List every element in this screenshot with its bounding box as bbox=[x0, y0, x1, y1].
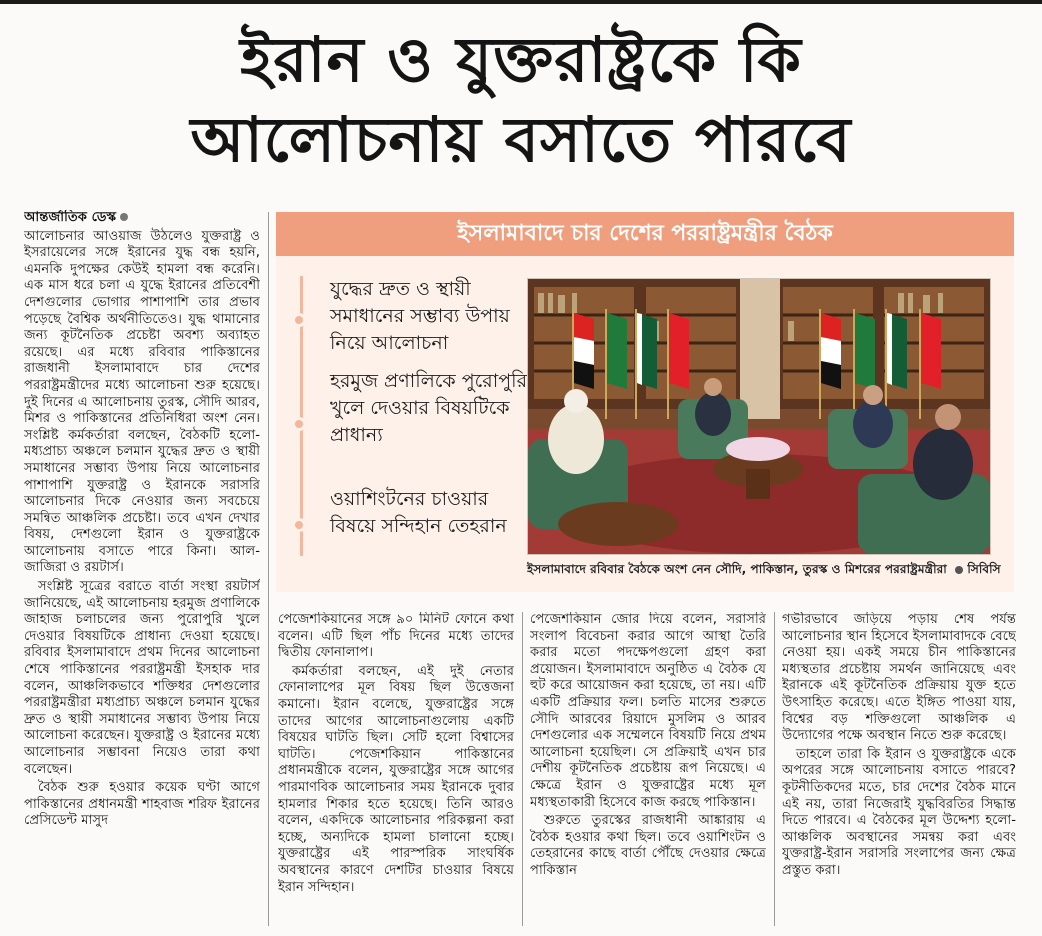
bullet-icon bbox=[292, 417, 306, 431]
bullet-icon bbox=[292, 313, 306, 327]
highlight-box-title: ইসলামাবাদে চার দেশের পররাষ্ট্রমন্ত্রীর বৈঠক bbox=[276, 212, 1014, 256]
paragraph: আলোচনার আওয়াজ উঠলেও যুক্তরাষ্ট্র ও ইসরায়েলের সঙ্গে ইরানের যুদ্ধ বন্ধ হয়নি, এমনকি দুপক্ষের কেউই হামলা বন্ধ করেনি। এক মাস ধরে চলা এ যুদ্ধে ইরানের প্রতিবেশী দেশগুলোর ভোগার পাশাপাশি তার প্রভাব পড়েছে বৈশ্বিক অর্থনীতিতেও। যুদ্ধ থামানোর জন্য কূটনৈতিক প্রচেষ্টা অবশ্য অব্যাহত রয়েছে। এর মধ্যে রবিবার পাকিস্তানের রাজধানী ইসলামাবাদে চার দেশের পররাষ্ট্রমন্ত্রীদের মধ্যে আলোচনা শুরু হয়েছে। দুই দিনের এ আলোচনায় তুরস্ক, সৌদি আরব, মিশর ও পাকিস্তানের প্রতিনিধিরা অংশ নেন। সংশ্লিষ্ট কর্মকর্তারা বলছেন, বৈঠকটি হলো- মধ্যপ্রাচ্য অঞ্চলে চলমান যুদ্ধের দ্রুত ও স্থায়ী সমাধানের সম্ভাব্য উপায় নিয়ে আলোচনার পাশাপাশি যুক্তরাষ্ট্র ও ইরানকে সরাসরি আলোচনার দিকে নেওয়ার জন্য সবচেয়ে সমন্বিত আঞ্চলিক প্রচেষ্টা। তবে এখন দেখার বিষয়, দেশগুলো ইরান ও যুক্তরাষ্ট্রকে আলোচনায় বসাতে পারে কিনা। আল-জাজিরা ও রয়টার্স। bbox=[24, 228, 260, 576]
headline-line-1: ইরান ও যুক্তরাষ্ট্রকে কি bbox=[240, 23, 802, 96]
article-column-4 bbox=[782, 612, 1016, 928]
column-divider bbox=[522, 612, 523, 926]
page-headline bbox=[0, 20, 1042, 180]
highlight-point-1: যুদ্ধের দ্রুত ও স্থায়ী সমাধানের সম্ভাব্য উপায় নিয়ে আলোচনা bbox=[330, 278, 510, 354]
paragraph: তাহলে তারা কি ইরান ও যুক্তরাষ্ট্রকে একে অপরের সঙ্গে আলোচনায় বসাতে পারবে? কূটনীতিকদের মতে, চার দেশের বৈঠক মানে এই নয়, তারা নিজেরাই যুদ্ধবিরতির সিদ্ধান্ত দিতে পারবে। এ বৈঠকের মূল উদ্দেশ্য হলো- আঞ্চলিক অবস্থানের সমন্বয় করা এবং যুক্তরাষ্ট্র-ইরান সরাসরি সংলাপের জন্য ক্ষেত্র প্রস্তুত করা। bbox=[782, 746, 1016, 878]
column-divider bbox=[268, 212, 269, 926]
paragraph: পেজেশকিয়ান জোর দিয়ে বলেন, সরাসরি সংলাপ বিবেচনা করার আগে আস্থা তৈরি করার মতো পদক্ষেপগুলো গ্রহণ করা প্রয়োজন। ইসলামাবাদে অনুষ্ঠিত এ বৈঠক যে হুট করে আয়োজন করা হয়েছে, তা নয়। এটি একটি প্রক্রিয়ার ফল। চলতি মাসের শুরুতে সৌদি আরবের রিয়াদে মুসলিম ও আরব দেশগুলোর এক সম্মেলনে বিষয়টি নিয়ে প্রথম আলোচনা হয়েছিল। সে প্রক্রিয়াই এখন চার দেশীয় কূটনৈতিক প্রচেষ্টায় রূপ নিয়েছে। এ ক্ষেত্রে ইরান ও যুক্তরাষ্ট্রের মধ্যে মূল মধ্যস্থতাকারী হিসেবে কাজ করছে পাকিস্তান। bbox=[530, 612, 766, 810]
byline-dot-icon bbox=[120, 213, 128, 221]
paragraph: বৈঠক শুরু হওয়ার কয়েক ঘণ্টা আগে পাকিস্তানের প্রধানমন্ত্রী শাহবাজ শরিফ ইরানের প্রেসিডেন্ট মাসুদ bbox=[24, 780, 260, 829]
column-divider bbox=[774, 612, 775, 926]
headline-line-2: আলোচনায় বসাতে পারবে bbox=[190, 103, 852, 176]
paragraph: কর্মকর্তারা বলছেন, এই দুই নেতার ফোনালাপের মূল বিষয় ছিল উত্তেজনা কমানো। ইরান বলেছে, যুক্তরাষ্ট্রের সঙ্গে তাদের আগের আলোচনাগুলোয় একটি বিষয়ের ঘাটতি ছিল। সেটি হলো বিশ্বাসের ঘাটতি। পেজেশকিয়ান পাকিস্তানের প্রধানমন্ত্রীকে বলেন, যুক্তরাষ্ট্রের সঙ্গে আগের পারমাণবিক আলোচনার সময় ইরানকে দুবার হামলার শিকার হতে হয়েছে। তিনি আরও বলেন, একদিকে আলোচনার পরিকল্পনা করা হচ্ছে, অন্যদিকে হামলা চালানো হচ্ছে। যুক্তরাষ্ট্রের এই পারস্পরিক সাংঘর্ষিক অবস্থানের কারণে দেশটির চাওয়ার বিষয়ে ইরান সন্দিহান। bbox=[278, 663, 514, 895]
photo-credit: সিবিসি bbox=[967, 562, 1001, 576]
top-rule bbox=[0, 0, 1042, 4]
photo-caption bbox=[527, 560, 1001, 578]
paragraph: গভীরভাবে জড়িয়ে পড়ায় শেষ পর্যন্ত আলোচনার স্থান হিসেবে ইসলামাবাদকে বেছে নেওয়া হয়। একই সময়ে চীন পাকিস্তানের মধ্যস্থতার প্রচেষ্টায় সমর্থন জানিয়েছে এবং ইরানকে এই কূটনৈতিক প্রক্রিয়ায় যুক্ত হতে উৎসাহিত করেছে। এতে ইঙ্গিত পাওয়া যায়, বিশ্বের বড় শক্তিগুলো আঞ্চলিক এ উদ্যোগের পক্ষে অবস্থান নিতে শুরু করেছে। bbox=[782, 612, 1016, 744]
paragraph: শুরুতে তুরস্কের রাজধানী আঙ্কারায় এ বৈঠক হওয়ার কথা ছিল। তবে ওয়াশিংটন ও তেহরানের কাছে বার্তা পৌঁছে দেওয়ার ক্ষেত্রে পাকিস্তান bbox=[530, 813, 766, 878]
bullet-icon bbox=[292, 518, 306, 532]
highlight-point-3: ওয়াশিংটনের চাওয়ার বিষয়ে সন্দিহান তেহরান bbox=[330, 488, 507, 537]
highlight-point-2: হরমুজ প্রণালিকে পুরোপুরি খুলে দেওয়ার বিষয়টিকে প্রাধান্য bbox=[330, 370, 528, 446]
meeting-photo bbox=[527, 278, 991, 555]
byline: আন্তর্জাতিক ডেস্ক bbox=[24, 210, 117, 225]
paragraph: পেজেশকিয়ানের সঙ্গে ৯০ মিনিট ফোনে কথা বলেন। এটি ছিল পাঁচ দিনের মধ্যে তাদের দ্বিতীয় ফোনালাপ। bbox=[278, 612, 514, 661]
caption-dot-icon bbox=[955, 566, 963, 574]
article-column-3 bbox=[530, 612, 766, 928]
article-column-2 bbox=[278, 612, 514, 928]
article-column-1 bbox=[24, 210, 260, 926]
paragraph: সংশ্লিষ্ট সূত্রের বরাতে বার্তা সংস্থা রয়টার্স জানিয়েছে, এই আলোচনায় হরমুজ প্রণালিকে জাহাজ চলাচলের জন্য পুরোপুরি খুলে দেওয়ার বিষয়টিকে প্রাধান্য দেওয়া হয়েছে। রবিবার ইসলামাবাদে প্রথম দিনের আলোচনা শেষে পাকিস্তানের পররাষ্ট্রমন্ত্রী ইসহাক দার বলেন, আঞ্চলিকভাবে শক্তিধর দেশগুলোর পররাষ্ট্রমন্ত্রীরা মধ্যপ্রাচ্য অঞ্চলে চলমান যুদ্ধের দ্রুত ও স্থায়ী সমাধানের সম্ভাব্য উপায় নিয়ে আলোচনা করেছেন। যুক্তরাষ্ট্র ও ইরানের মধ্যে আলোচনার সম্ভাবনা নিয়েও তারা কথা বলেছেন। bbox=[24, 579, 260, 777]
caption-text: ইসলামাবাদে রবিবার বৈঠকে অংশ নেন সৌদি, পাকিস্তান, তুরস্ক ও মিশরের পররাষ্ট্রমন্ত্রীরা bbox=[527, 562, 947, 576]
